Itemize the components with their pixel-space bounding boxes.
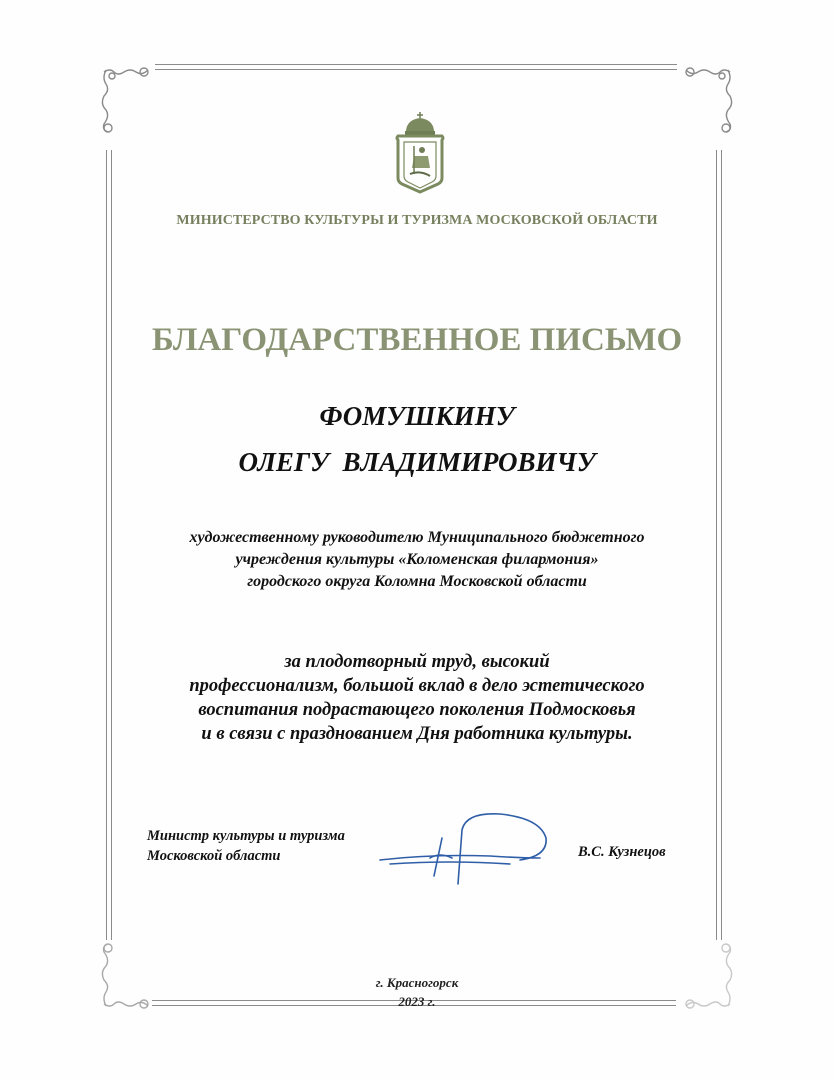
ministry-name: МИНИСТЕРСТВО КУЛЬТУРЫ И ТУРИЗМА МОСКОВСКОЙ ОБЛАСТИ xyxy=(176,213,658,228)
ornament-corner-icon xyxy=(100,66,152,136)
reason-line: профессионализм, большой вклад в дело эстетического xyxy=(189,676,645,696)
document-title: БЛАГОДАРСТВЕННОЕ ПИСЬМО xyxy=(151,322,683,358)
moscow-oblast-coat-of-arms-icon xyxy=(392,112,448,196)
signatory-title-line: Министр культуры и туризма xyxy=(147,828,345,844)
border-top xyxy=(155,64,677,70)
recipient-given-names: ОЛЕГУ ВЛАДИМИРОВИЧУ xyxy=(238,447,596,477)
position-line: учреждения культуры «Коломенская филармония» xyxy=(235,551,599,568)
footer-city: г. Красногорск xyxy=(375,975,459,990)
recipient-surname: ФОМУШКИНУ xyxy=(319,401,515,431)
signatory-title xyxy=(147,826,345,866)
position-line: художественному руководителю Муниципального бюджетного xyxy=(189,529,645,546)
position-line: городского округа Коломна Московской области xyxy=(247,573,587,590)
signatory-title-line: Московской области xyxy=(147,848,281,864)
recipient-position xyxy=(0,527,834,593)
footer-place-date xyxy=(0,973,834,1011)
reason-line: и в связи с празднованием Дня работника культуры. xyxy=(201,724,633,744)
reason-line: за плодотворный труд, высокий xyxy=(284,652,550,672)
handwritten-signature xyxy=(370,808,570,888)
award-reason xyxy=(0,650,834,746)
footer-year: 2023 г. xyxy=(398,994,436,1009)
reason-line: воспитания подрастающего поколения Подмосковья xyxy=(198,700,636,720)
signatory-name: В.С. Кузнецов xyxy=(578,844,666,860)
ornament-corner-icon xyxy=(682,66,734,136)
